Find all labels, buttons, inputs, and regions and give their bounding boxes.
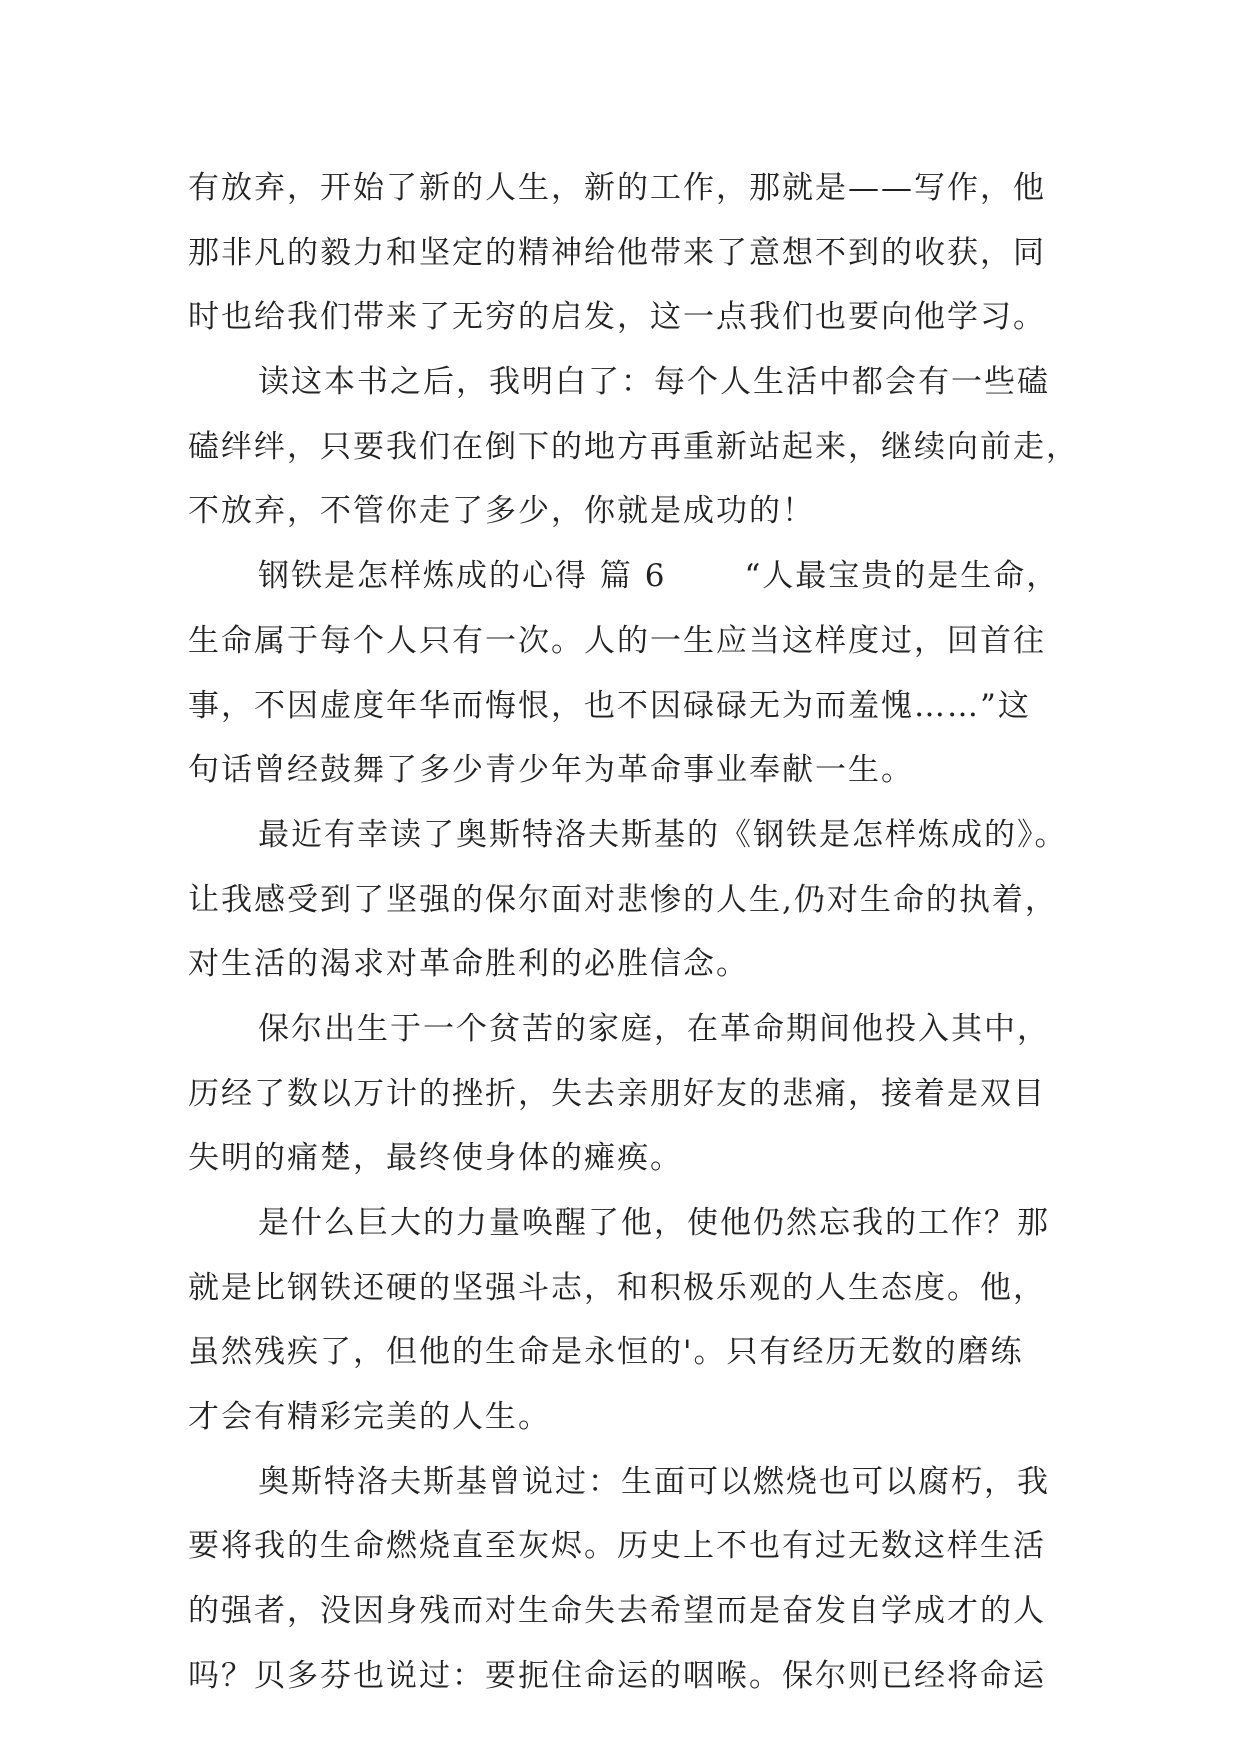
text-line: 最近有幸读了奥斯特洛夫斯基的《钢铁是怎样炼成的》。 xyxy=(258,816,1068,853)
text-line: 时也给我们带来了无穷的启发，这一点我们也要向他学习。 xyxy=(188,299,1046,336)
text-line: 磕绊绊，只要我们在倒下的地方再重新站起来，继续向前走， xyxy=(188,428,1079,465)
quote-start: “人最宝贵的是生命， xyxy=(744,558,1060,595)
text-line: 要将我的生命燃烧直至灰烬。历史上不也有过无数这样生活 xyxy=(188,1528,1046,1565)
paragraph xyxy=(188,350,1079,544)
section-heading-line xyxy=(188,544,1068,609)
text-line: 有放弃，开始了新的人生，新的工作，那就是——写作，他 xyxy=(188,170,1046,206)
paragraph xyxy=(188,1191,1068,1450)
section-heading: 钢铁是怎样炼成的心得 篇 6 xyxy=(258,558,667,595)
text-line: 生命属于每个人只有一次。人的一生应当这样度过，回首往 xyxy=(188,622,1046,659)
paragraph-continuation xyxy=(188,156,1068,350)
text-line: 就是比钢铁还硬的坚强斗志，和积极乐观的人生态度。他， xyxy=(188,1269,1046,1306)
text-line: 读这本书之后，我明白了：每个人生活中都会有一些磕 xyxy=(258,364,1050,401)
text-line: 是什么巨大的力量唤醒了他，使他仍然忘我的工作？那 xyxy=(258,1205,1050,1241)
text-line: 失明的痛楚，最终使身体的瘫痪。 xyxy=(188,1140,683,1177)
text-line: 事，不因虚度年华而悔恨，也不因碌碌无为而羞愧……”这 xyxy=(188,687,1031,724)
text-line: 让我感受到了坚强的保尔面对悲惨的人生,仍对生命的执着， xyxy=(188,881,1058,918)
text-line: 那非凡的毅力和坚定的精神给他带来了意想不到的收获，同 xyxy=(188,234,1046,271)
text-line: 句话曾经鼓舞了多少青少年为革命事业奉献一生。 xyxy=(188,752,914,789)
text-line: 虽然残疾了，但他的生命是永恒的'。只有经历无数的磨练 xyxy=(188,1334,1024,1371)
paragraph xyxy=(188,997,1068,1191)
text-line: 的强者，没因身残而对生命失去希望而是奋发自学成才的人 xyxy=(188,1593,1046,1630)
paragraph-section-6 xyxy=(188,544,1068,803)
paragraph xyxy=(188,1450,1068,1709)
text-line: 不放弃，不管你走了多少，你就是成功的！ xyxy=(188,493,815,530)
text-line: 奥斯特洛夫斯基曾说过：生面可以燃烧也可以腐朽，我 xyxy=(258,1463,1050,1500)
document-page xyxy=(188,156,1079,1709)
text-line: 保尔出生于一个贫苦的家庭，在革命期间他投入其中， xyxy=(258,1010,1050,1047)
text-line: 才会有精彩完美的人生。 xyxy=(188,1399,551,1436)
paragraph xyxy=(188,803,1068,997)
text-line: 对生活的渴求对革命胜利的必胜信念。 xyxy=(188,946,749,983)
text-line: 历经了数以万计的挫折，失去亲朋好友的悲痛，接着是双目 xyxy=(188,1075,1046,1112)
text-line: 吗？贝多芬也说过：要扼住命运的咽喉。保尔则已经将命运 xyxy=(188,1657,1046,1694)
